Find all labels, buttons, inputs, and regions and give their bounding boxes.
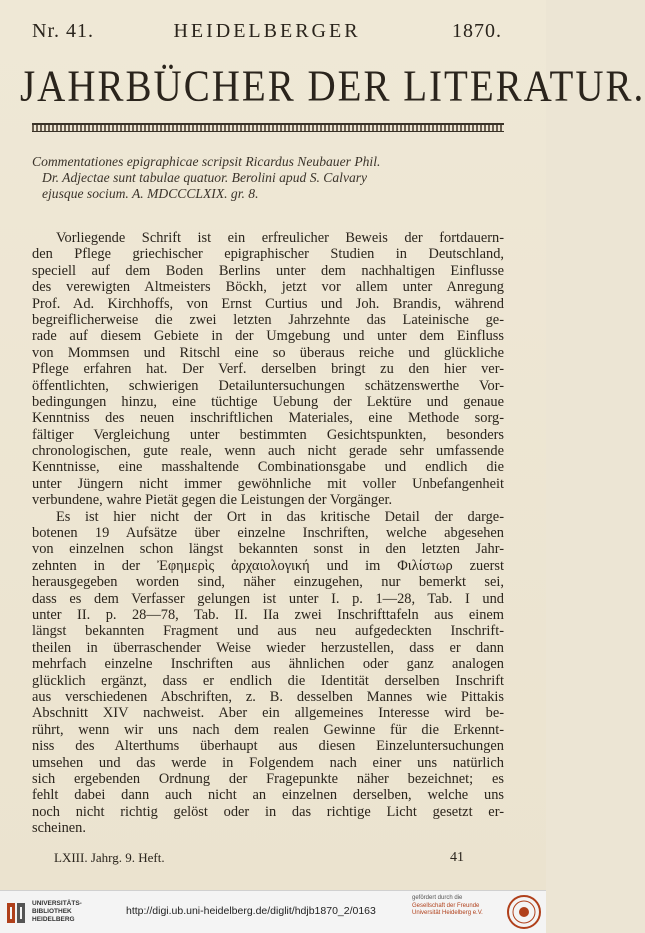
body-line: von Mommsen und Ritschl eine so überaus reiche und glückliche [32, 344, 504, 361]
journal-title: JAHRBÜCHER DER LITERATUR. [20, 61, 645, 111]
body-line: Kenntnisse, eine masshaltende Combinationsgabe und endlich die [32, 459, 504, 476]
body-line: rührt, wenn wir uns nach dem realen Gewinne für die Erkennt- [32, 721, 504, 738]
body-line: Kenntniss des neuen inschriftlichen Materiales, eine Methode sorg- [32, 410, 504, 427]
body-line: rade auf diesem Gebiete in der Umgebung und unter dem Einfluss [32, 328, 504, 345]
body-line: unter II. p. 28—78, Tab. II. IIa zwei Inschrifttafeln aus einem [32, 606, 504, 623]
body-line: fältiger Vergleichung unter bestimmten Gesichtspunkten, besonders [32, 426, 504, 443]
body-line: chronologischen, gute reale, wenn auch nicht gerade sehr umfassende [32, 443, 504, 460]
running-header [32, 20, 502, 46]
body-line: dass es dem Verfasser gelungen ist unter I. p. 1—28, Tab. I und [32, 590, 504, 607]
body-line: begreiflicherweise die zwei letzten Jahrzehnte das Lateinische ge- [32, 311, 504, 328]
body-line: von einzelnen schon längst bekannten sonst in den letzten Jahr- [32, 541, 504, 558]
header-year: 1870. [452, 20, 502, 42]
body-line: botenen 19 Aufsätze über einzelne Inschriften, welche abgesehen [32, 525, 504, 542]
body-line: Es ist hier nicht der Ort in das kritische Detail der darge- [56, 508, 504, 525]
body-line: bedingungen hinzu, eine tüchtige Uebung der Lektüre und genaue [32, 393, 504, 410]
viewer-bottom-bar [0, 890, 546, 933]
library-logo[interactable] [6, 897, 116, 929]
permalink-url[interactable]: http://digi.ub.uni-heidelberg.de/diglit/hdjb1870_2/0163 [126, 905, 376, 917]
body-line: den Pflege griechischer epigraphischer Studien in Deutschland, [32, 246, 504, 263]
body-line: Abschnitt XIV nachweist. Aber ein allgemeines Interesse wird be- [32, 705, 504, 722]
body-line: umsehen und das werde in Folgendem nach einer uns natürlich [32, 754, 504, 771]
signature-mark: LXIII. Jahrg. 9. Heft. [54, 850, 165, 865]
body-line: fehlt dabei dann auch nicht an einzelnen derselben, welche uns [32, 787, 504, 804]
university-seal-icon [506, 894, 542, 930]
library-name: UNIVERSITÄTS-BIBLIOTHEK HEIDELBERG [32, 900, 82, 923]
body-line: mehrfach einzelne Inschriften aus ähnlichen oder ganz analogen [32, 656, 504, 673]
body-line: längst bekannten Fragment und aus neu aufgedeckten Inschrift- [32, 623, 504, 640]
body-line: sich ergebenden Ordnung der Fragepunkte näher bezeichnet; es [32, 770, 504, 787]
body-line: aus verschiedenen Abschriften, z. B. desselben Mannes wie Pittakis [32, 688, 504, 705]
body-line: scheinen. [32, 820, 86, 837]
body-line: herausgegeben worden sind, näher einzugehen, nur bemerkt sei, [32, 574, 504, 591]
body-line: niss des Alterthums überhaupt aus diesen Einzeluntersuchungen [32, 738, 504, 755]
running-title: HEIDELBERGER [173, 20, 361, 42]
body-line: verbundene, wahre Pietät gegen die Leistungen der Vorgänger. [32, 492, 393, 509]
body-line: unter Jüngern nicht immer gewöhnliche mit voller Unbefangenheit [32, 475, 504, 492]
funder-name: Gesellschaft der Freunde Universität Heidelberg e.V. [412, 902, 483, 916]
issue-number: Nr. 41. [32, 20, 94, 42]
body-line: Vorliegende Schrift ist ein erfreulicher Beweis der fortdauern- [56, 230, 504, 246]
review-citation [32, 154, 504, 202]
funder-credit[interactable] [412, 895, 502, 918]
body-line: glücklich ergänzt, dass er endlich die Identität derselben Inschrift [32, 672, 504, 689]
citation-line: ejusque socium. A. MDCCCLXIX. gr. 8. [42, 186, 259, 201]
funded-label: gefördert durch die [412, 895, 463, 901]
body-line: des verewigten Altmeisters Böckh, jetzt vor allem unter Anregung [32, 279, 504, 296]
body-line: Prof. Ad. Kirchhoffs, von Ernst Curtius und Joh. Brandis, während [32, 295, 504, 312]
library-logo-icon [6, 901, 28, 925]
body-line: theilen in überraschender Weise wieder herzustellen, dass er dann [32, 639, 504, 656]
body-line: Pflege erfahren hat. Der Verf. derselben bringt zu den hier ver- [32, 361, 504, 378]
body-line: zehnten in der Ἐφημερὶς ἀρχαιολογική und im Φιλίστωρ zuerst [32, 557, 504, 574]
body-line: speciell auf dem Boden Berlins unter dem nachhaltigen Einflusse [32, 262, 504, 279]
citation-line: Commentationes epigraphicae scripsit Ricardus Neubauer Phil. [32, 154, 381, 169]
page-number: 41 [450, 850, 464, 865]
body-line: öffentlichten, schwierigen Detailuntersuchungen schätzenswerthe Vor- [32, 377, 504, 394]
citation-line: Dr. Adjectae sunt tabulae quatuor. Berolini apud S. Calvary [42, 170, 368, 185]
body-text [32, 230, 504, 836]
body-line: noch nicht richtig gelöst oder in das richtige Licht gesetzt er- [32, 803, 504, 820]
decorative-rule [32, 123, 504, 132]
